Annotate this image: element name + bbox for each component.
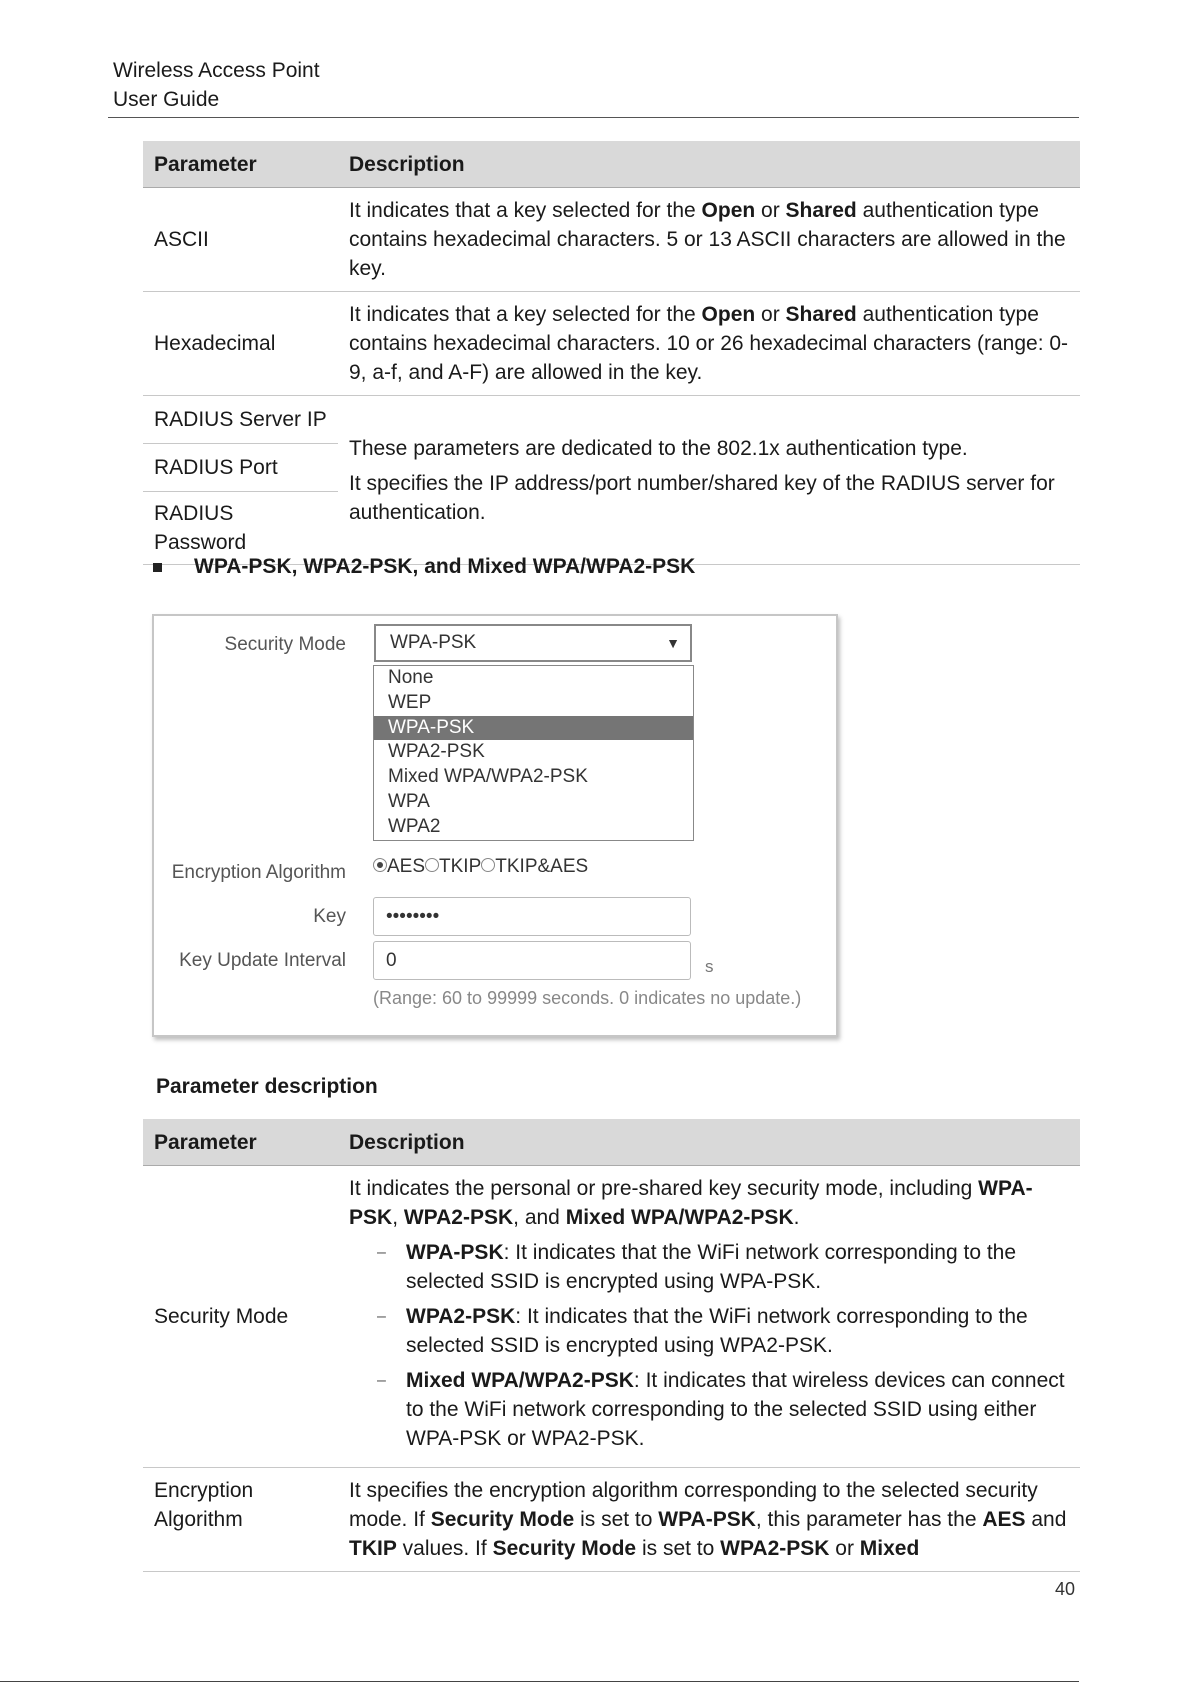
option-wpa-psk[interactable]: WPA-PSK: [374, 716, 693, 741]
param-radius-port: RADIUS Port: [143, 444, 338, 492]
radio-tkip[interactable]: [425, 858, 439, 872]
desc-bold: Shared: [785, 303, 857, 326]
radio-tkip-aes[interactable]: [481, 858, 495, 872]
encryption-radio-group: [373, 856, 588, 878]
header-divider: [108, 117, 1079, 118]
list-term: Mixed WPA/WPA2-PSK: [406, 1369, 634, 1392]
parameter-description-heading: Parameter description: [156, 1075, 378, 1098]
option-wpa2[interactable]: WPA2: [388, 815, 441, 837]
desc-encryption-algorithm: [338, 1468, 1080, 1572]
list-text: : It indicates that wireless devices can connect to the WiFi network corresponding to the selected SSID using either WPA-PSK or WPA2-PSK.: [406, 1369, 1065, 1450]
desc-bold: Mixed: [859, 1537, 920, 1560]
radio-aes-label: AES: [387, 856, 426, 877]
desc-bold: Security Mode: [430, 1508, 575, 1531]
desc-text: It indicates that a key selected for the: [349, 303, 702, 326]
desc-bold: Mixed WPA/WPA2-PSK: [565, 1206, 794, 1229]
page-header: [113, 56, 320, 114]
security-mode-dropdown: [373, 665, 694, 841]
desc-bold: Open: [701, 303, 756, 326]
desc-text: .: [793, 1206, 800, 1229]
param-radius-server-ip: RADIUS Server IP: [143, 396, 338, 444]
key-update-interval-input[interactable]: 0: [373, 941, 691, 980]
header-subtitle: User Guide: [113, 88, 220, 111]
desc-text: , and: [513, 1206, 566, 1229]
desc-text: It specifies the encryption algorithm corresponding to the selected security mode. If: [349, 1479, 1038, 1531]
desc-hexadecimal: [338, 292, 1080, 396]
radio-tkip-aes-label: TKIP&AES: [495, 856, 589, 877]
radius-desc-line-2: It specifies the IP address/port number/shared key of the RADIUS server for authentication.: [349, 471, 1055, 524]
column-header-parameter: Parameter: [143, 141, 338, 188]
desc-bold: TKIP: [349, 1537, 397, 1560]
security-mode-value: WPA-PSK: [390, 632, 477, 653]
desc-text: , this parameter has the: [755, 1508, 983, 1531]
desc-text: and: [1025, 1508, 1067, 1531]
footer-divider: [0, 1681, 1079, 1682]
param-ascii: ASCII: [143, 188, 338, 292]
table-header-row: [143, 1119, 1080, 1166]
desc-radius: [338, 396, 1080, 565]
section-bullet: [153, 555, 695, 579]
desc-bold: Security Mode: [492, 1537, 637, 1560]
security-settings-screenshot: [152, 614, 838, 1037]
desc-text: authentication type contains hexadecimal characters. 5 or 13 ASCII characters are allowed in the key.: [349, 199, 1066, 280]
desc-bold: AES: [982, 1508, 1026, 1531]
desc-text: authentication type contains hexadecimal characters. 10 or 26 hexadecimal characters (range: 0-9, a-f, and A-F) are allowed in the key.: [349, 303, 1069, 384]
interval-hint: (Range: 60 to 99999 seconds. 0 indicates no update.): [373, 988, 802, 1008]
list-item: [349, 1302, 1069, 1360]
option-wpa[interactable]: WPA: [388, 790, 430, 812]
desc-bold: WPA2-PSK: [720, 1537, 830, 1560]
desc-bold: WPA-PSK: [658, 1508, 756, 1531]
desc-security-mode: [338, 1166, 1080, 1468]
param-encryption-algorithm: Encryption Algorithm: [143, 1468, 338, 1572]
desc-text: It indicates the personal or pre-shared key security mode, including: [349, 1177, 979, 1200]
desc-bold: Shared: [785, 199, 857, 222]
table-header-row: [143, 141, 1080, 188]
desc-text: ,: [392, 1206, 404, 1229]
desc-bold: WPA2-PSK: [403, 1206, 514, 1229]
interval-unit: s: [705, 957, 714, 976]
desc-text: is set to: [636, 1537, 721, 1560]
table-row: [143, 292, 1080, 396]
key-update-interval-label: Key Update Interval: [179, 950, 346, 971]
column-header-description: Description: [338, 141, 1080, 188]
square-bullet-icon: [153, 563, 162, 572]
radio-tkip-label: TKIP: [439, 856, 482, 877]
column-header-description: Description: [338, 1119, 1080, 1166]
list-term: WPA2-PSK: [406, 1305, 516, 1328]
param-hexadecimal: Hexadecimal: [143, 292, 338, 396]
list-item: [349, 1238, 1069, 1296]
table-row: [143, 1166, 1080, 1468]
desc-bold: WPA-PSK: [349, 1177, 1033, 1229]
desc-text: or: [755, 303, 786, 326]
radio-aes[interactable]: [373, 858, 387, 872]
list-text: : It indicates that the WiFi network corresponding to the selected SSID is encrypted using WPA2-PSK.: [406, 1305, 1028, 1357]
option-wep[interactable]: WEP: [388, 691, 432, 713]
column-header-parameter: Parameter: [143, 1119, 338, 1166]
param-security-mode: Security Mode: [143, 1166, 338, 1468]
security-mode-label: Security Mode: [224, 634, 346, 655]
dropdown-arrow-icon: ▼: [666, 635, 680, 651]
parameter-table-2: [143, 1119, 1080, 1572]
page-number: 40: [1055, 1579, 1076, 1599]
desc-bold: Open: [701, 199, 756, 222]
list-text: : It indicates that the WiFi network corresponding to the selected SSID is encrypted using WPA-PSK.: [406, 1241, 1017, 1293]
list-item: [349, 1366, 1069, 1453]
security-mode-intro: [349, 1174, 1069, 1232]
option-mixed-wpa-wpa2-psk[interactable]: Mixed WPA/WPA2-PSK: [388, 766, 588, 788]
header-title: Wireless Access Point: [113, 59, 320, 82]
table-row: [143, 396, 1080, 444]
section-bullet-text: WPA-PSK, WPA2-PSK, and Mixed WPA/WPA2-PSK: [194, 555, 696, 578]
encryption-algorithm-label: Encryption Algorithm: [171, 862, 346, 883]
option-wpa2-psk[interactable]: WPA2-PSK: [388, 741, 485, 763]
desc-text: or: [829, 1537, 860, 1560]
param-radius-password: RADIUS Password: [143, 492, 338, 565]
desc-ascii: [338, 188, 1080, 292]
desc-text: It indicates that a key selected for the: [349, 199, 702, 222]
key-label: Key: [313, 906, 346, 927]
desc-text: values. If: [396, 1537, 493, 1560]
desc-text: is set to: [574, 1508, 659, 1531]
list-term: WPA-PSK: [406, 1241, 504, 1264]
table-row: [143, 188, 1080, 292]
security-mode-list: [349, 1238, 1069, 1453]
option-none[interactable]: None: [388, 667, 434, 688]
security-mode-select[interactable]: [374, 624, 692, 662]
table-row: [143, 1468, 1080, 1572]
key-input[interactable]: ••••••••: [373, 897, 691, 936]
radius-desc-line-1: These parameters are dedicated to the 802.1x authentication type.: [349, 436, 968, 460]
parameter-table-1: [143, 141, 1080, 565]
desc-text: or: [755, 199, 786, 222]
